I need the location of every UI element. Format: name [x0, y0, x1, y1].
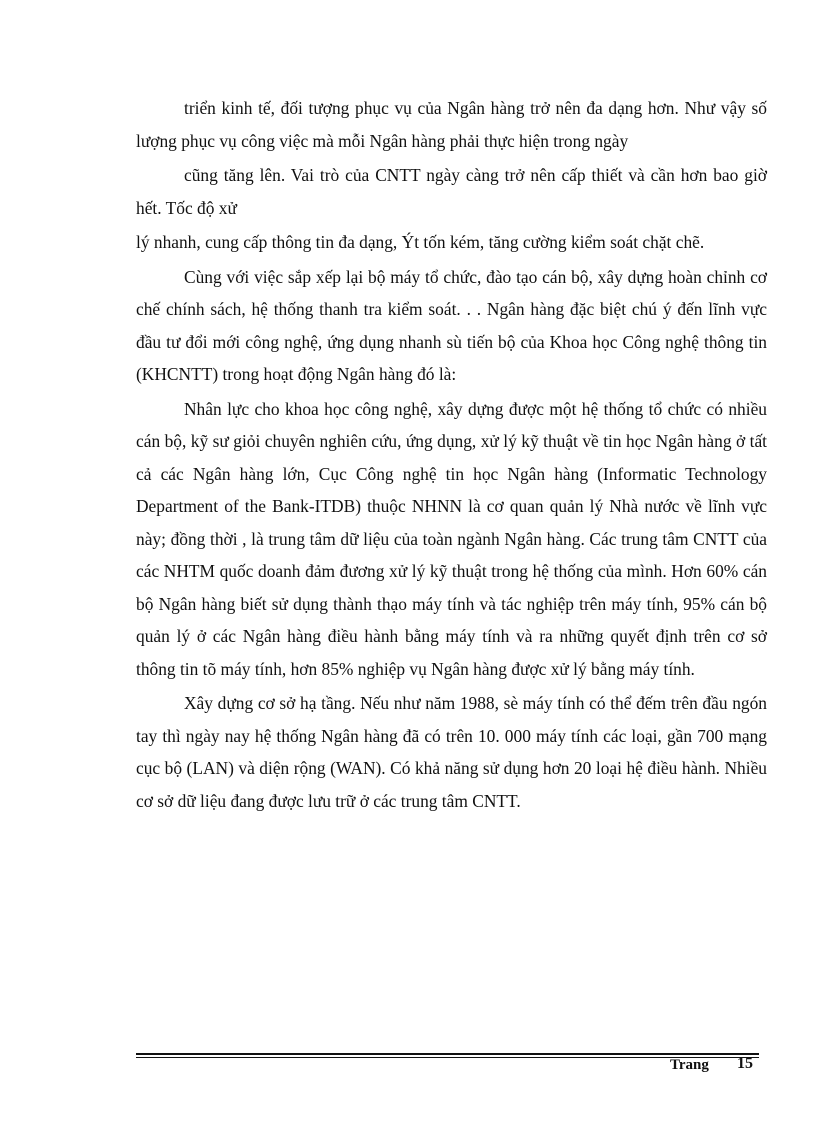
paragraph-1: triển kinh tế, đối tượng phục vụ của Ngân hàng trở nên đa dạng hơn. Như vậy số lượng phục vụ công việc mà mỗi Ngân hàng phải thực hiện trong ngày: [136, 98, 767, 151]
footer-divider-thin: [136, 1057, 759, 1058]
footer-page-label: Trang: [670, 1057, 709, 1073]
paragraph-2: cũng tăng lên. Vai trò của CNTT ngày càng trở nên cấp thiết và cần hơn bao giờ hết. Tốc độ xử: [136, 165, 767, 218]
paragraph-3: lý nhanh, cung cấp thông tin đa dạng, Ýt tốn kém, tăng cường kiểm soát chặt chẽ.: [136, 232, 705, 252]
body-text: [136, 92, 767, 819]
paragraph-4: Cùng với việc sắp xếp lại bộ máy tổ chức, đào tạo cán bộ, xây dựng hoàn chỉnh cơ chế chính sách, hệ thống thanh tra kiểm soát. . . Ngân hàng đặc biệt chú ý đến lĩnh vực đầu tư đổi mới công nghệ, ứng dụng nhanh sù tiến bộ của Khoa học Công nghệ thông tin (KHCNTT) trong hoạt động Ngân hàng đó là:: [136, 266, 767, 384]
paragraph-6: Xây dựng cơ sở hạ tầng. Nếu như năm 1988, sè máy tính có thể đếm trên đầu ngón tay thì ngày nay hệ thống Ngân hàng đã có trên 10. 000 máy tính các loại, gần 700 mạng cục bộ (LAN) và diện rộng (WAN). Có khả năng sử dụng hơn 20 loại hệ điều hành. Nhiều cơ sở dữ liệu đang được lưu trữ ở các trung tâm CNTT.: [136, 693, 767, 811]
paragraph-5: Nhân lực cho khoa học công nghệ, xây dựng được một hệ thống tổ chức có nhiều cán bộ, kỹ sư giỏi chuyên nghiên cứu, ứng dụng, xử lý kỹ thuật về tin học Ngân hàng ở tất cả các Ngân hàng lớn, Cục Công nghệ tin học Ngân hàng (Informatic Technology Department of the Bank-ITDB) thuộc NHNN là cơ quan quản lý Nhà nước về lĩnh vực này; đồng thời , là trung tâm dữ liệu của toàn ngành Ngân hàng. Các trung tâm CNTT của các NHTM quốc doanh đảm đương xử lý kỹ thuật trong hệ thống của mình. Hơn 60% cán bộ Ngân hàng biết sử dụng thành thạo máy tính và tác nghiệp trên máy tính, 95% cán bộ quản lý ở các Ngân hàng điều hành bằng máy tính và ra những quyết định trên cơ sở thông tin tõ máy tính, hơn 85% nghiệp vụ Ngân hàng được xử lý bằng máy tính.: [136, 398, 767, 679]
footer-page-number: 15: [737, 1055, 753, 1072]
footer-divider-thick: [136, 1053, 759, 1055]
